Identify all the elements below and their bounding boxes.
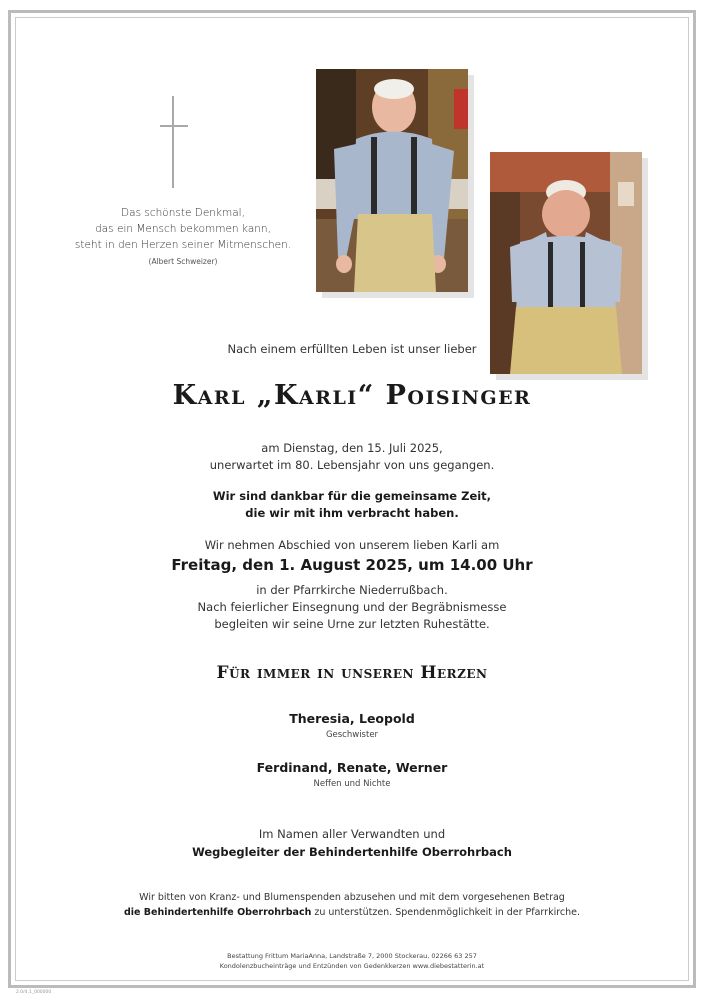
memorial-quote	[55, 205, 311, 253]
thanks-text	[15, 488, 689, 522]
death-age: unerwartet im 80. Lebensjahr von uns gegangen.	[209, 458, 495, 472]
cross-icon	[160, 96, 188, 188]
donation-line	[15, 905, 689, 920]
mourner-names: Theresia, Leopold	[289, 711, 415, 726]
undertaker-footer	[15, 951, 689, 971]
portrait-photo-covering-face	[490, 152, 642, 374]
intro-line: Nach einem erfüllten Leben ist unser lieber	[227, 342, 477, 356]
funeral-date: Freitag, den 1. August 2025, um 14.00 Uhr	[171, 556, 533, 574]
funeral-detail-line: Nach feierlicher Einsegnung und der Begräbnismesse	[197, 600, 507, 614]
funeral-location: in der Pfarrkirche Niederrußbach.	[256, 583, 448, 597]
funeral-details	[15, 582, 689, 633]
donation-rest: zu unterstützen. Spendenmöglichkeit in der Pfarrkirche.	[311, 907, 581, 918]
mourner-relation: Neffen und Nichte	[313, 779, 391, 789]
death-notice	[15, 440, 689, 474]
donation-note	[15, 890, 689, 920]
funeral-detail-line: begleiten wir seine Urne zur letzten Ruhestätte.	[214, 617, 490, 631]
quote-line: steht in den Herzen seiner Mitmenschen.	[74, 239, 292, 251]
farewell-intro: Wir nehmen Abschied von unserem lieben Karli am	[204, 538, 500, 552]
deceased-name: Karl „Karli“ Poisinger	[172, 380, 532, 411]
condolence-info: Kondolenzbucheinträge und Entzünden von Gedenkkerzen www.diebestatterin.at	[219, 962, 485, 970]
mourner-relation: Geschwister	[325, 730, 379, 740]
donation-recipient: die Behindertenhilfe Oberrohrbach	[123, 907, 312, 918]
closing-organization: Wegbegleiter der Behindertenhilfe Oberrohrbach	[192, 845, 512, 859]
quote-author: (Albert Schweizer)	[148, 257, 218, 266]
quote-line: das ein Mensch bekommen kann,	[95, 223, 271, 235]
document-code: 2.0/4.1_000000	[16, 990, 52, 995]
death-date: am Dienstag, den 15. Juli 2025,	[261, 441, 443, 455]
donation-line: Wir bitten von Kranz- und Blumenspenden abzusehen und mit dem vorgesehenen Betrag	[139, 892, 565, 903]
undertaker-address: Bestattung Frittum MariaAnna, Landstraße 7, 2000 Stockerau, 02266 63 257	[227, 952, 477, 960]
quote-line: Das schönste Denkmal,	[121, 207, 245, 219]
thanks-line: die wir mit ihm verbracht haben.	[245, 506, 459, 520]
closing-text	[15, 825, 689, 861]
closing-line: Im Namen aller Verwandten und	[258, 827, 446, 841]
mourner-names: Ferdinand, Renate, Werner	[256, 760, 448, 775]
portrait-photo-standing	[316, 69, 468, 292]
motto-heading: Für immer in unseren Herzen	[216, 663, 488, 683]
thanks-line: Wir sind dankbar für die gemeinsame Zeit,	[212, 489, 492, 503]
